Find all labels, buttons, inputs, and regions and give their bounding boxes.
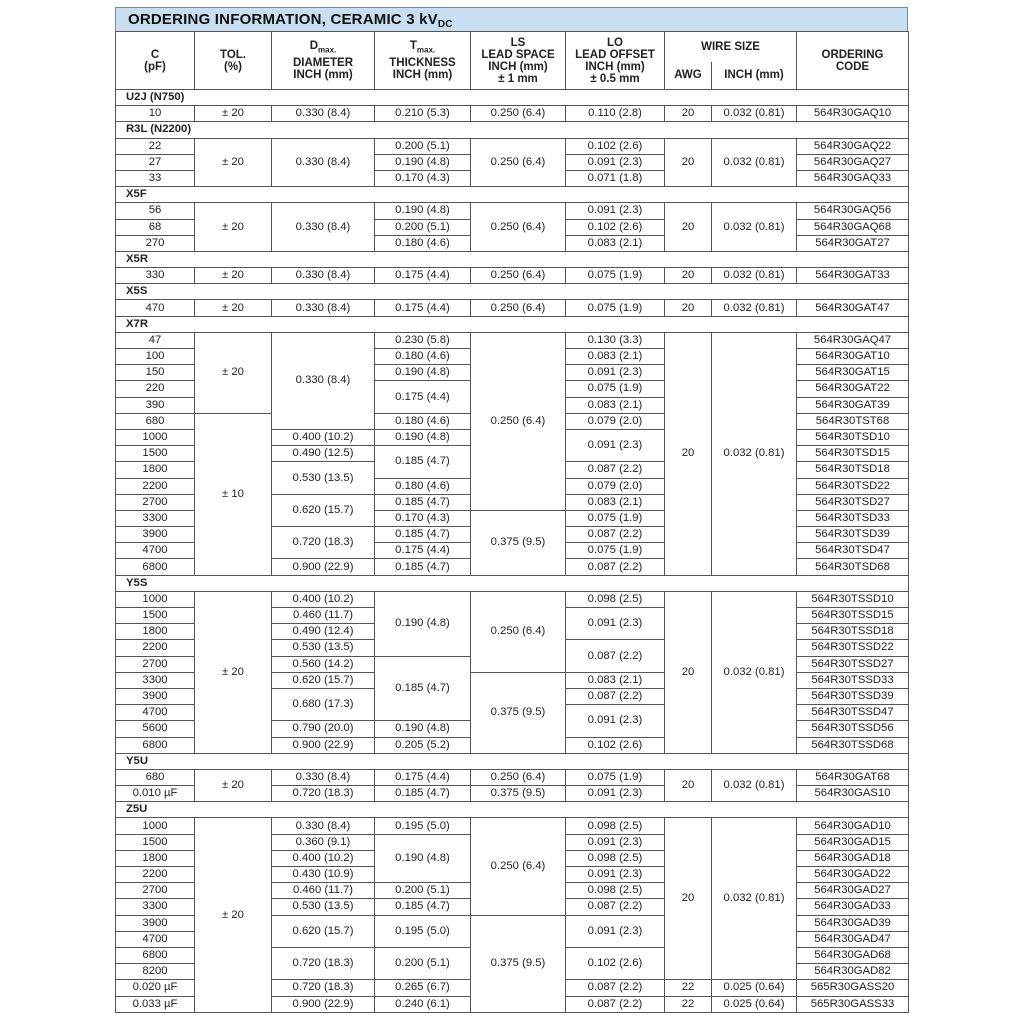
group-header-row xyxy=(116,187,909,203)
ordering-code-cell: 564R30TSSD22 xyxy=(797,640,909,656)
lead-offset-cell: 0.087 (2.2) xyxy=(566,688,665,704)
lead-offset-cell: 0.130 (3.3) xyxy=(566,332,665,348)
thickness-cell: 0.175 (4.4) xyxy=(375,268,471,284)
capacitance-cell: 680 xyxy=(116,413,195,429)
capacitance-cell: 1800 xyxy=(116,624,195,640)
capacitance-cell: 3900 xyxy=(116,688,195,704)
group-header-row xyxy=(116,251,909,267)
thickness-cell: 0.180 (4.6) xyxy=(375,413,471,429)
lead-offset-cell: 0.091 (2.3) xyxy=(566,365,665,381)
lead-offset-cell: 0.083 (2.1) xyxy=(566,397,665,413)
ordering-code-cell: 564R30TSD10 xyxy=(797,429,909,445)
table-row xyxy=(116,106,909,122)
capacitance-cell: 10 xyxy=(116,106,195,122)
ordering-code-cell: 564R30GAT39 xyxy=(797,397,909,413)
diameter-cell: 0.330 (8.4) xyxy=(272,203,375,252)
awg-cell: 20 xyxy=(665,300,712,316)
capacitance-cell: 1800 xyxy=(116,462,195,478)
thickness-cell: 0.190 (4.8) xyxy=(375,721,471,737)
capacitance-cell: 1000 xyxy=(116,591,195,607)
lead-offset-cell: 0.079 (2.0) xyxy=(566,413,665,429)
thickness-cell: 0.185 (4.7) xyxy=(375,527,471,543)
group-header-row xyxy=(116,575,909,591)
lead-space-cell: 0.250 (6.4) xyxy=(471,300,566,316)
col-header-thickness: $T_{max.}$ THICKNESS INCH (mm) xyxy=(375,32,471,90)
ordering-code-cell: 564R30GAD68 xyxy=(797,947,909,963)
diameter-cell: 0.620 (15.7) xyxy=(272,672,375,688)
group-header-row xyxy=(116,753,909,769)
ordering-code-cell: 564R30GAQ22 xyxy=(797,138,909,154)
ordering-code-cell: 564R30GAD82 xyxy=(797,964,909,980)
dielectric-group-label: X7R xyxy=(116,316,909,332)
tolerance-cell: ± 20 xyxy=(195,332,272,413)
ordering-code-cell: 564R30TSSD27 xyxy=(797,656,909,672)
wire-inch-cell: 0.032 (0.81) xyxy=(712,591,797,753)
ordering-code-cell: 564R30GAT47 xyxy=(797,300,909,316)
capacitance-cell: 4700 xyxy=(116,705,195,721)
tolerance-cell: ± 20 xyxy=(195,818,272,1012)
group-header-row xyxy=(116,284,909,300)
ordering-code-cell: 564R30GAD18 xyxy=(797,850,909,866)
wire-inch-cell: 0.032 (0.81) xyxy=(712,203,797,252)
tolerance-cell: ± 20 xyxy=(195,300,272,316)
ordering-code-cell: 564R30GAD15 xyxy=(797,834,909,850)
ordering-code-cell: 564R30TSD33 xyxy=(797,510,909,526)
thickness-cell: 0.185 (4.7) xyxy=(375,559,471,575)
lead-offset-cell: 0.075 (1.9) xyxy=(566,769,665,785)
lead-offset-cell: 0.075 (1.9) xyxy=(566,300,665,316)
awg-cell: 20 xyxy=(665,106,712,122)
capacitance-cell: 22 xyxy=(116,138,195,154)
ordering-code-cell: 564R30TSD18 xyxy=(797,462,909,478)
thickness-cell: 0.175 (4.4) xyxy=(375,300,471,316)
ordering-code-cell: 564R30GAT68 xyxy=(797,769,909,785)
table-row xyxy=(116,769,909,785)
diameter-cell: 0.400 (10.2) xyxy=(272,591,375,607)
ordering-code-cell: 564R30TSD15 xyxy=(797,446,909,462)
ordering-code-cell: 564R30GAT10 xyxy=(797,349,909,365)
ordering-code-cell: 565R30GASS20 xyxy=(797,980,909,996)
ordering-code-cell: 564R30GAD27 xyxy=(797,883,909,899)
capacitance-cell: 8200 xyxy=(116,964,195,980)
capacitance-cell: 220 xyxy=(116,381,195,397)
thickness-cell: 0.185 (4.7) xyxy=(375,786,471,802)
lead-offset-cell: 0.087 (2.2) xyxy=(566,996,665,1012)
lead-offset-cell: 0.075 (1.9) xyxy=(566,381,665,397)
diameter-cell: 0.900 (22.9) xyxy=(272,559,375,575)
lead-offset-cell: 0.098 (2.5) xyxy=(566,591,665,607)
ordering-code-cell: 564R30GAT22 xyxy=(797,381,909,397)
diameter-cell: 0.400 (10.2) xyxy=(272,429,375,445)
lead-offset-cell: 0.102 (2.6) xyxy=(566,737,665,753)
ordering-code-cell: 564R30GAQ27 xyxy=(797,154,909,170)
capacitance-cell: 2200 xyxy=(116,478,195,494)
diameter-cell: 0.790 (20.0) xyxy=(272,721,375,737)
awg-cell: 20 xyxy=(665,138,712,187)
thickness-cell: 0.205 (5.2) xyxy=(375,737,471,753)
lead-space-cell: 0.250 (6.4) xyxy=(471,106,566,122)
tolerance-cell: ± 20 xyxy=(195,769,272,801)
capacitance-cell: 270 xyxy=(116,235,195,251)
diameter-cell: 0.620 (15.7) xyxy=(272,915,375,947)
capacitance-cell: 4700 xyxy=(116,543,195,559)
group-header-row xyxy=(116,802,909,818)
ordering-code-cell: 564R30GAS10 xyxy=(797,786,909,802)
col-header-c: C (pF) xyxy=(116,32,195,90)
capacitance-cell: 4700 xyxy=(116,931,195,947)
lead-space-cell: 0.375 (9.5) xyxy=(471,915,566,1012)
col-header-lead-offset: LO LEAD OFFSET INCH (mm) ± 0.5 mm xyxy=(566,32,665,90)
diameter-cell: 0.330 (8.4) xyxy=(272,138,375,187)
lead-space-cell: 0.250 (6.4) xyxy=(471,203,566,252)
thickness-cell: 0.195 (5.0) xyxy=(375,818,471,834)
dielectric-group-label: X5F xyxy=(116,187,909,203)
thickness-cell: 0.210 (5.3) xyxy=(375,106,471,122)
lead-offset-cell: 0.091 (2.3) xyxy=(566,915,665,947)
lead-space-cell: 0.250 (6.4) xyxy=(471,138,566,187)
diameter-cell: 0.330 (8.4) xyxy=(272,268,375,284)
group-header-row xyxy=(116,316,909,332)
capacitance-cell: 5600 xyxy=(116,721,195,737)
ordering-code-cell: 564R30GAD22 xyxy=(797,867,909,883)
lead-offset-cell: 0.091 (2.3) xyxy=(566,154,665,170)
table-row xyxy=(116,300,909,316)
diameter-cell: 0.360 (9.1) xyxy=(272,834,375,850)
lead-space-cell: 0.375 (9.5) xyxy=(471,510,566,575)
diameter-cell: 0.490 (12.4) xyxy=(272,624,375,640)
lead-offset-cell: 0.102 (2.6) xyxy=(566,219,665,235)
col-header-tol: TOL. (%) xyxy=(195,32,272,90)
wire-inch-cell: 0.032 (0.81) xyxy=(712,332,797,575)
diameter-cell: 0.720 (18.3) xyxy=(272,947,375,979)
diameter-cell: 0.330 (8.4) xyxy=(272,300,375,316)
diameter-cell: 0.560 (14.2) xyxy=(272,656,375,672)
wire-inch-cell: 0.032 (0.81) xyxy=(712,769,797,801)
thickness-cell: 0.190 (4.8) xyxy=(375,834,471,883)
title-subscript: DC xyxy=(437,19,453,30)
ordering-code-cell: 564R30TSSD56 xyxy=(797,721,909,737)
lead-offset-cell: 0.079 (2.0) xyxy=(566,478,665,494)
lead-offset-cell: 0.083 (2.1) xyxy=(566,494,665,510)
table-title xyxy=(115,7,908,31)
capacitance-cell: 3900 xyxy=(116,527,195,543)
ordering-code-cell: 564R30GAQ68 xyxy=(797,219,909,235)
thickness-cell: 0.175 (4.4) xyxy=(375,381,471,413)
lead-offset-cell: 0.083 (2.1) xyxy=(566,349,665,365)
awg-cell: 20 xyxy=(665,769,712,801)
lead-space-cell: 0.250 (6.4) xyxy=(471,591,566,672)
thickness-cell: 0.175 (4.4) xyxy=(375,769,471,785)
diameter-cell: 0.530 (13.5) xyxy=(272,899,375,915)
lead-offset-cell: 0.083 (2.1) xyxy=(566,235,665,251)
lead-offset-cell: 0.098 (2.5) xyxy=(566,818,665,834)
tolerance-cell: ± 20 xyxy=(195,138,272,187)
capacitance-cell: 27 xyxy=(116,154,195,170)
capacitance-cell: 47 xyxy=(116,332,195,348)
capacitance-cell: 1000 xyxy=(116,429,195,445)
capacitance-cell: 2200 xyxy=(116,867,195,883)
lead-offset-cell: 0.091 (2.3) xyxy=(566,834,665,850)
wire-inch-cell: 0.025 (0.64) xyxy=(712,980,797,996)
awg-cell: 20 xyxy=(665,332,712,575)
diameter-cell: 0.400 (10.2) xyxy=(272,850,375,866)
dielectric-group-label: X5R xyxy=(116,251,909,267)
thickness-cell: 0.190 (4.8) xyxy=(375,365,471,381)
thickness-cell: 0.190 (4.8) xyxy=(375,203,471,219)
diameter-cell: 0.490 (12.5) xyxy=(272,446,375,462)
dielectric-group-label: U2J (N750) xyxy=(116,90,909,106)
thickness-cell: 0.230 (5.8) xyxy=(375,332,471,348)
ordering-code-cell: 564R30GAQ33 xyxy=(797,170,909,186)
capacitance-cell: 6800 xyxy=(116,737,195,753)
diameter-cell: 0.530 (13.5) xyxy=(272,462,375,494)
thickness-cell: 0.190 (4.8) xyxy=(375,429,471,445)
lead-offset-cell: 0.091 (2.3) xyxy=(566,867,665,883)
lead-space-cell: 0.250 (6.4) xyxy=(471,769,566,785)
lead-space-cell: 0.250 (6.4) xyxy=(471,268,566,284)
dielectric-group-label: R3L (N2200) xyxy=(116,122,909,138)
lead-offset-cell: 0.102 (2.6) xyxy=(566,947,665,979)
table-row xyxy=(116,203,909,219)
capacitance-cell: 1000 xyxy=(116,818,195,834)
capacitance-cell: 6800 xyxy=(116,947,195,963)
thickness-cell: 0.240 (6.1) xyxy=(375,996,471,1012)
lead-offset-cell: 0.098 (2.5) xyxy=(566,850,665,866)
thickness-cell: 0.200 (5.1) xyxy=(375,138,471,154)
diameter-cell: 0.620 (15.7) xyxy=(272,494,375,526)
ordering-code-cell: 564R30GAQ56 xyxy=(797,203,909,219)
thickness-cell: 0.185 (4.7) xyxy=(375,656,471,721)
capacitance-cell: 150 xyxy=(116,365,195,381)
capacitance-cell: 0.020 µF xyxy=(116,980,195,996)
table-row xyxy=(116,138,909,154)
diameter-cell: 0.530 (13.5) xyxy=(272,640,375,656)
capacitance-cell: 33 xyxy=(116,170,195,186)
thickness-cell: 0.200 (5.1) xyxy=(375,947,471,979)
ordering-code-cell: 564R30TSD47 xyxy=(797,543,909,559)
ordering-code-cell: 564R30TSSD15 xyxy=(797,608,909,624)
capacitance-cell: 3300 xyxy=(116,672,195,688)
capacitance-cell: 1500 xyxy=(116,608,195,624)
capacitance-cell: 100 xyxy=(116,349,195,365)
ordering-code-cell: 564R30TSSD39 xyxy=(797,688,909,704)
group-header-row xyxy=(116,90,909,106)
ordering-code-cell: 564R30GAD10 xyxy=(797,818,909,834)
capacitance-cell: 68 xyxy=(116,219,195,235)
capacitance-cell: 3300 xyxy=(116,899,195,915)
thickness-cell: 0.190 (4.8) xyxy=(375,591,471,656)
ordering-code-cell: 564R30GAT33 xyxy=(797,268,909,284)
ordering-code-cell: 565R30GASS33 xyxy=(797,996,909,1012)
lead-offset-cell: 0.087 (2.2) xyxy=(566,899,665,915)
lead-offset-cell: 0.091 (2.3) xyxy=(566,786,665,802)
thickness-cell: 0.185 (4.7) xyxy=(375,899,471,915)
capacitance-cell: 6800 xyxy=(116,559,195,575)
ordering-code-cell: 564R30TSSD18 xyxy=(797,624,909,640)
thickness-cell: 0.190 (4.8) xyxy=(375,154,471,170)
ordering-code-cell: 564R30TSSD33 xyxy=(797,672,909,688)
wire-inch-cell: 0.032 (0.81) xyxy=(712,300,797,316)
table-row xyxy=(116,332,909,348)
capacitance-cell: 2700 xyxy=(116,883,195,899)
capacitance-cell: 0.010 µF xyxy=(116,786,195,802)
table-header xyxy=(116,32,909,90)
diameter-cell: 0.330 (8.4) xyxy=(272,106,375,122)
dielectric-group-label: Y5U xyxy=(116,753,909,769)
col-header-diameter: $D_{max.}$ DIAMETER INCH (mm) xyxy=(272,32,375,90)
awg-cell: 22 xyxy=(665,996,712,1012)
lead-offset-cell: 0.087 (2.2) xyxy=(566,640,665,672)
ordering-code-cell: 564R30TSD68 xyxy=(797,559,909,575)
lead-offset-cell: 0.087 (2.2) xyxy=(566,527,665,543)
awg-cell: 20 xyxy=(665,203,712,252)
thickness-cell: 0.195 (5.0) xyxy=(375,915,471,947)
diameter-cell: 0.720 (18.3) xyxy=(272,980,375,996)
lead-space-cell: 0.375 (9.5) xyxy=(471,786,566,802)
capacitance-cell: 1500 xyxy=(116,446,195,462)
thickness-cell: 0.180 (4.6) xyxy=(375,478,471,494)
lead-offset-cell: 0.075 (1.9) xyxy=(566,543,665,559)
tolerance-cell: ± 10 xyxy=(195,413,272,575)
wire-inch-cell: 0.032 (0.81) xyxy=(712,106,797,122)
title-text: ORDERING INFORMATION, CERAMIC 3 kV xyxy=(128,11,438,28)
ordering-code-cell: 564R30TST68 xyxy=(797,413,909,429)
capacitance-cell: 1800 xyxy=(116,850,195,866)
ordering-code-cell: 564R30GAQ47 xyxy=(797,332,909,348)
awg-cell: 20 xyxy=(665,591,712,753)
capacitance-cell: 2200 xyxy=(116,640,195,656)
ordering-code-cell: 564R30TSSD10 xyxy=(797,591,909,607)
diameter-cell: 0.330 (8.4) xyxy=(272,818,375,834)
capacitance-cell: 56 xyxy=(116,203,195,219)
capacitance-cell: 390 xyxy=(116,397,195,413)
capacitance-cell: 470 xyxy=(116,300,195,316)
diameter-cell: 0.330 (8.4) xyxy=(272,332,375,429)
capacitance-cell: 2700 xyxy=(116,656,195,672)
capacitance-cell: 3900 xyxy=(116,915,195,931)
ordering-code-cell: 564R30GAD33 xyxy=(797,899,909,915)
ordering-code-cell: 564R30GAT15 xyxy=(797,365,909,381)
table-body xyxy=(116,90,909,1013)
lead-offset-cell: 0.091 (2.3) xyxy=(566,705,665,737)
lead-offset-cell: 0.087 (2.2) xyxy=(566,559,665,575)
diameter-cell: 0.900 (22.9) xyxy=(272,737,375,753)
ordering-code-cell: 564R30TSSD68 xyxy=(797,737,909,753)
lead-space-cell: 0.250 (6.4) xyxy=(471,332,566,510)
lead-offset-cell: 0.098 (2.5) xyxy=(566,883,665,899)
tolerance-cell: ± 20 xyxy=(195,203,272,252)
thickness-cell: 0.170 (4.3) xyxy=(375,170,471,186)
diameter-cell: 0.720 (18.3) xyxy=(272,527,375,559)
lead-offset-cell: 0.091 (2.3) xyxy=(566,608,665,640)
wire-inch-cell: 0.032 (0.81) xyxy=(712,138,797,187)
capacitance-cell: 330 xyxy=(116,268,195,284)
awg-cell: 20 xyxy=(665,818,712,980)
lead-space-cell: 0.250 (6.4) xyxy=(471,818,566,915)
diameter-cell: 0.460 (11.7) xyxy=(272,608,375,624)
lead-offset-cell: 0.091 (2.3) xyxy=(566,203,665,219)
col-header-awg: AWG xyxy=(665,62,712,90)
lead-offset-cell: 0.087 (2.2) xyxy=(566,462,665,478)
diameter-cell: 0.330 (8.4) xyxy=(272,769,375,785)
table-row xyxy=(116,818,909,834)
col-header-ordering-code: ORDERING CODE xyxy=(797,32,909,90)
ordering-code-cell: 564R30TSSD47 xyxy=(797,705,909,721)
lead-offset-cell: 0.087 (2.2) xyxy=(566,980,665,996)
lead-space-cell: 0.375 (9.5) xyxy=(471,672,566,753)
lead-offset-cell: 0.102 (2.6) xyxy=(566,138,665,154)
ordering-info-document xyxy=(115,7,908,1013)
awg-cell: 20 xyxy=(665,268,712,284)
lead-offset-cell: 0.071 (1.8) xyxy=(566,170,665,186)
wire-inch-cell: 0.032 (0.81) xyxy=(712,268,797,284)
diameter-cell: 0.680 (17.3) xyxy=(272,688,375,720)
capacitance-cell: 0.033 µF xyxy=(116,996,195,1012)
thickness-cell: 0.185 (4.7) xyxy=(375,446,471,478)
thickness-cell: 0.200 (5.1) xyxy=(375,219,471,235)
diameter-cell: 0.430 (10.9) xyxy=(272,867,375,883)
col-header-wire-inch: INCH (mm) xyxy=(712,62,797,90)
lead-offset-cell: 0.075 (1.9) xyxy=(566,510,665,526)
group-header-row xyxy=(116,122,909,138)
ordering-code-cell: 564R30TSD22 xyxy=(797,478,909,494)
thickness-cell: 0.170 (4.3) xyxy=(375,510,471,526)
thickness-cell: 0.175 (4.4) xyxy=(375,543,471,559)
lead-offset-cell: 0.075 (1.9) xyxy=(566,268,665,284)
lead-offset-cell: 0.091 (2.3) xyxy=(566,429,665,461)
ordering-code-cell: 564R30GAD39 xyxy=(797,915,909,931)
capacitance-cell: 1500 xyxy=(116,834,195,850)
ordering-code-cell: 564R30TSD39 xyxy=(797,527,909,543)
tolerance-cell: ± 20 xyxy=(195,106,272,122)
dielectric-group-label: X5S xyxy=(116,284,909,300)
tolerance-cell: ± 20 xyxy=(195,268,272,284)
thickness-cell: 0.200 (5.1) xyxy=(375,883,471,899)
thickness-cell: 0.265 (6.7) xyxy=(375,980,471,996)
capacitance-cell: 3300 xyxy=(116,510,195,526)
col-header-lead-space: LS LEAD SPACE INCH (mm) ± 1 mm xyxy=(471,32,566,90)
thickness-cell: 0.180 (4.6) xyxy=(375,235,471,251)
ordering-code-cell: 564R30GAD47 xyxy=(797,931,909,947)
table-row xyxy=(116,591,909,607)
diameter-cell: 0.720 (18.3) xyxy=(272,786,375,802)
col-header-wire-size: WIRE SIZE xyxy=(665,32,797,62)
table-row xyxy=(116,268,909,284)
capacitance-cell: 2700 xyxy=(116,494,195,510)
wire-inch-cell: 0.025 (0.64) xyxy=(712,996,797,1012)
dielectric-group-label: Y5S xyxy=(116,575,909,591)
dielectric-group-label: Z5U xyxy=(116,802,909,818)
thickness-cell: 0.180 (4.6) xyxy=(375,349,471,365)
diameter-cell: 0.900 (22.9) xyxy=(272,996,375,1012)
ordering-code-cell: 564R30GAQ10 xyxy=(797,106,909,122)
diameter-cell: 0.460 (11.7) xyxy=(272,883,375,899)
ordering-code-cell: 564R30TSD27 xyxy=(797,494,909,510)
capacitance-cell: 680 xyxy=(116,769,195,785)
awg-cell: 22 xyxy=(665,980,712,996)
ordering-table xyxy=(115,31,909,1013)
lead-offset-cell: 0.083 (2.1) xyxy=(566,672,665,688)
wire-inch-cell: 0.032 (0.81) xyxy=(712,818,797,980)
thickness-cell: 0.185 (4.7) xyxy=(375,494,471,510)
tolerance-cell: ± 20 xyxy=(195,591,272,753)
ordering-code-cell: 564R30GAT27 xyxy=(797,235,909,251)
lead-offset-cell: 0.110 (2.8) xyxy=(566,106,665,122)
